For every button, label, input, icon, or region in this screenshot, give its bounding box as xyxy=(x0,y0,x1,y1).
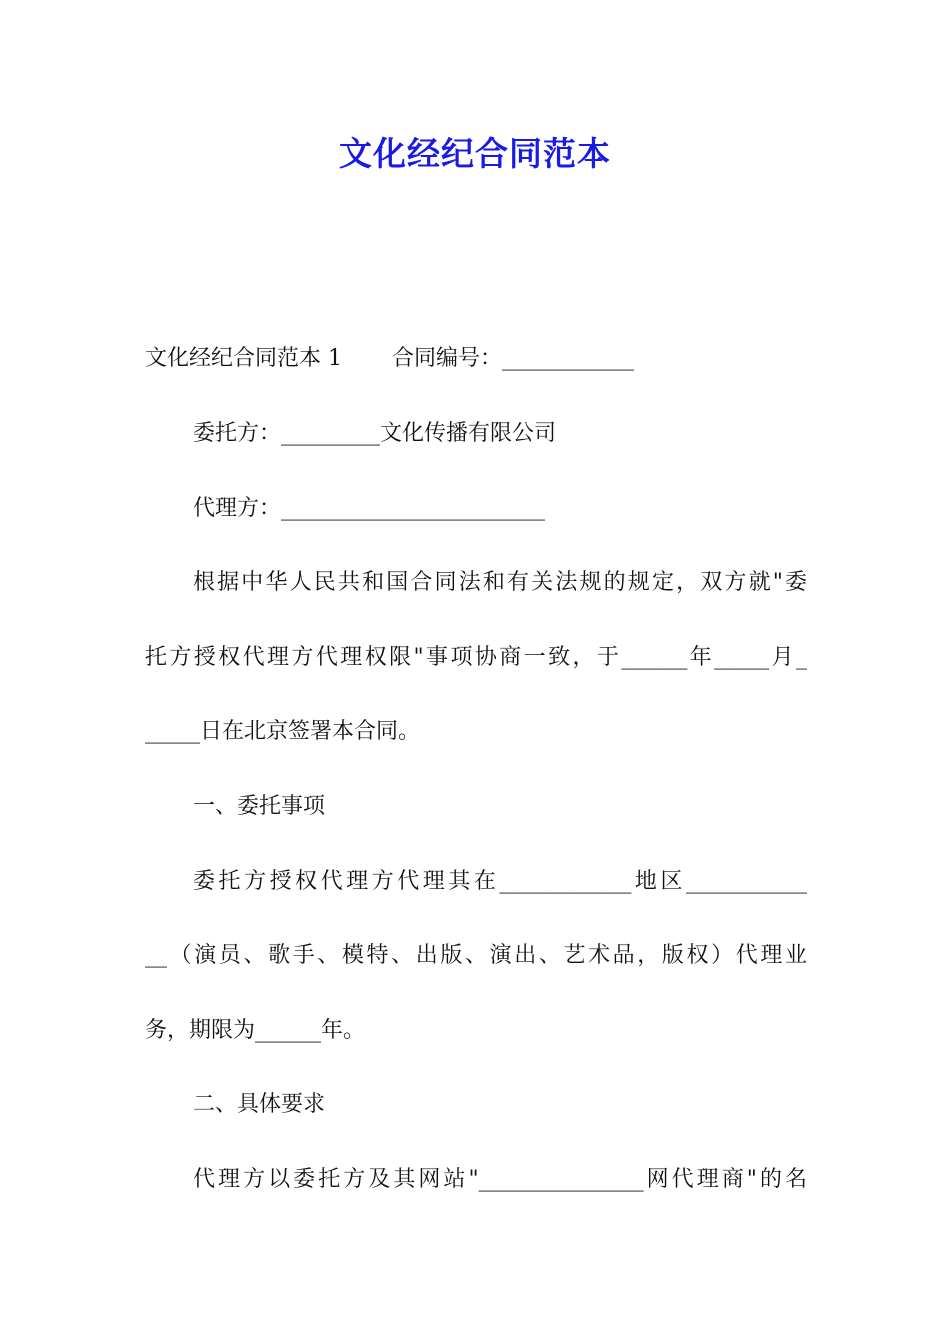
document-title: 文化经纪合同范本 xyxy=(339,134,611,173)
contract-template-label: 文化经纪合同范本 1 xyxy=(145,346,342,371)
section-heading: 一、委托事项 xyxy=(193,794,326,819)
paragraph-line: 托方授权代理方代理权限"事项协商一致，于______年_____月_ xyxy=(145,645,807,670)
paragraph-line: _____日在北京签署本合同。 xyxy=(145,719,421,744)
principal-party-line: 委托方：_________文化传播有限公司 xyxy=(193,421,557,446)
contract-number-field: 合同编号：____________ xyxy=(392,346,635,371)
paragraph-line: 代理方以委托方及其网站"_______________网代理商"的名 xyxy=(193,1167,807,1192)
paragraph-line: 委托方授权代理方代理其在____________地区___________ xyxy=(193,869,807,894)
contract-header-line xyxy=(145,344,807,374)
section-heading: 二、具体要求 xyxy=(193,1092,326,1117)
agent-party-line: 代理方：________________________ xyxy=(193,496,546,521)
paragraph-line: 根据中华人民共和国合同法和有关法规的规定，双方就"委 xyxy=(193,570,807,595)
paragraph-line: __（演员、歌手、模特、出版、演出、艺术品，版权）代理业 xyxy=(145,943,807,968)
paragraph-line: 务，期限为______年。 xyxy=(145,1018,366,1043)
